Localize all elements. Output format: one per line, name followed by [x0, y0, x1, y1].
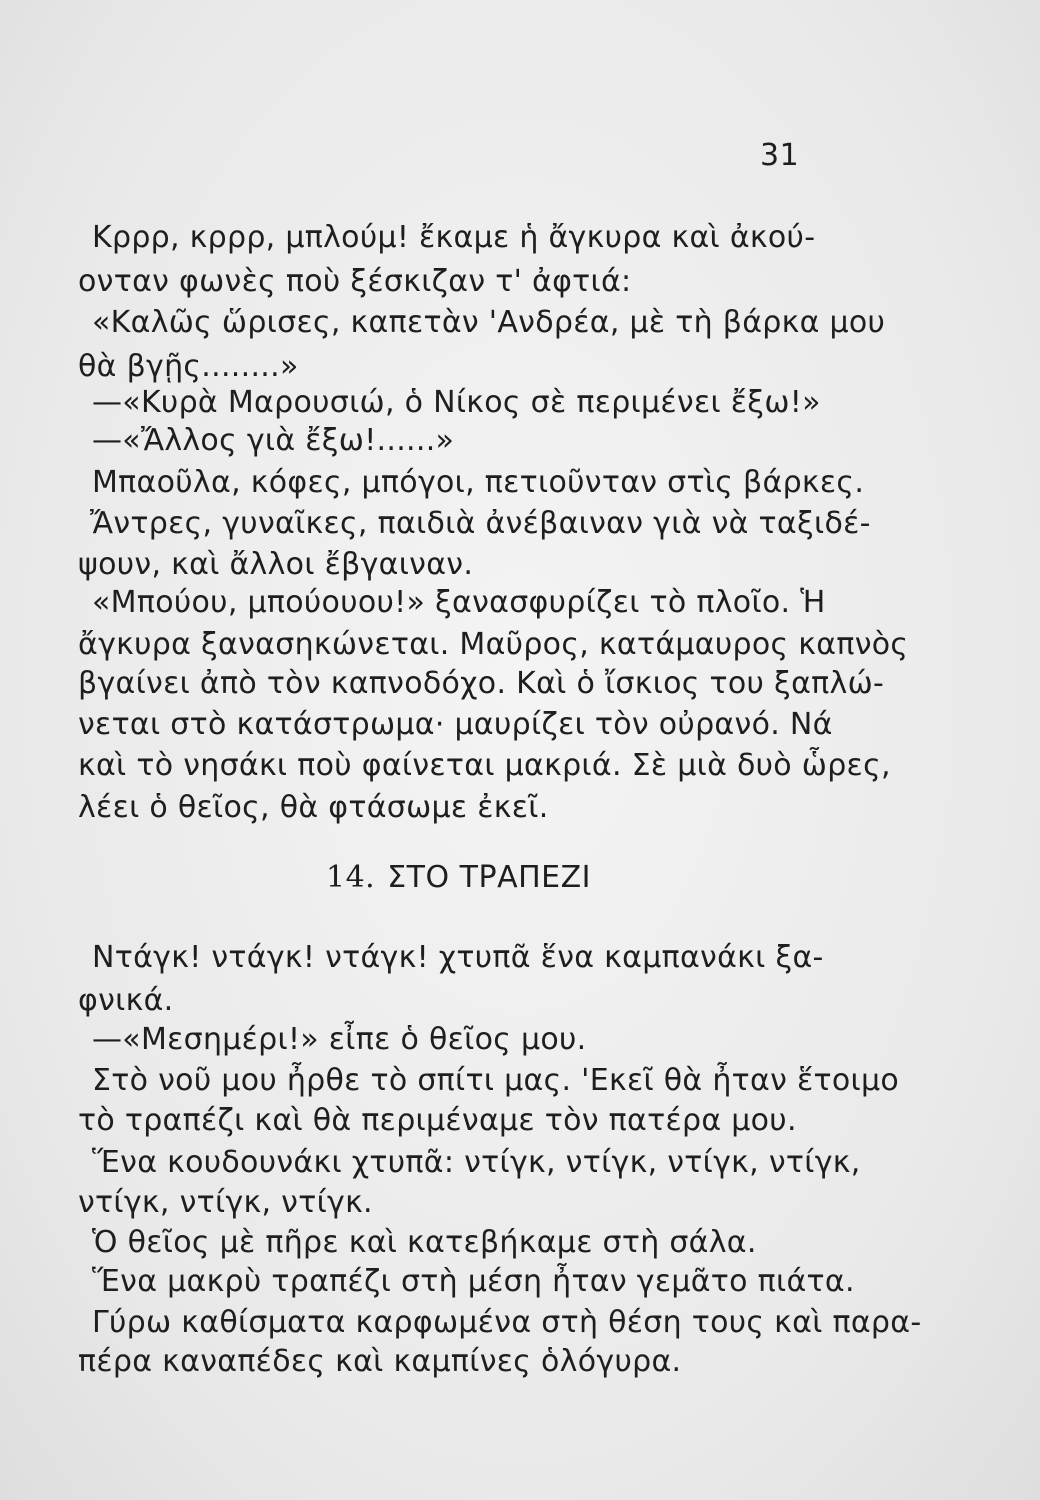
text-line: —«Μεσημέρι!» εἶπε ὁ θεῖος μου. [92, 1022, 587, 1057]
text-line: ψουν, καὶ ἄλλοι ἔβγαιναν. [78, 547, 474, 582]
section-title: ΣΤΟ ΤΡΑΠΕΖΙ [387, 860, 591, 895]
text-line: Στὸ νοῦ μου ἦρθε τὸ σπίτι μας. 'Εκεῖ θὰ ἦταν ἕτοιμο [92, 1063, 900, 1098]
text-line: Ἄντρες, γυναῖκες, παιδιὰ ἀνέβαιναν γιὰ νὰ ταξιδέ- [90, 506, 871, 541]
section-number: 14. [326, 860, 376, 895]
text-line: ονταν φωνὲς ποὺ ξέσκιζαν τ' ἀφτιά: [78, 264, 632, 299]
text-line: Ὁ θεῖος μὲ πῆρε καὶ κατεβήκαμε στὴ σάλα. [92, 1225, 757, 1260]
text-line: πέρα καναπέδες καὶ καμπίνες ὁλόγυρα. [78, 1344, 682, 1379]
text-line: νεται στὸ κατάστρωμα· μαυρίζει τὸν οὐρανό. Νά [78, 707, 833, 742]
page-number: 31 [760, 138, 800, 173]
text-line: βγαίνει ἀπὸ τὸν καπνοδόχο. Καὶ ὁ ἴσκιος του ξαπλώ- [78, 666, 885, 701]
text-line: Μπαοῦλα, κόφες, μπόγοι, πετιοῦνταν στὶς βάρκες. [92, 465, 865, 500]
text-line: θὰ βγῇς........» [78, 349, 299, 384]
text-line: λέει ὁ θεῖος, θὰ φτάσωμε ἐκεῖ. [78, 790, 549, 825]
text-line: Ἕνα μακρὺ τραπέζι στὴ μέση ἦταν γεμᾶτο πιάτα. [92, 1264, 855, 1299]
section-heading [326, 860, 591, 895]
text-line: τὸ τραπέζι καὶ θὰ περιμέναμε τὸν πατέρα μου. [78, 1103, 797, 1138]
text-line: «Μπούου, μπούουου!» ξανασφυρίζει τὸ πλοῖο. Ἡ [92, 585, 826, 620]
text-line: ντίγκ, ντίγκ, ντίγκ. [78, 1185, 373, 1220]
text-line: Κρρρ, κρρρ, μπλούμ! ἔκαμε ἡ ἄγκυρα καὶ ἀκού- [92, 220, 816, 255]
text-line: Γύρω καθίσματα καρφωμένα στὴ θέση τους καὶ παρα- [92, 1305, 922, 1340]
text-line: φνικά. [78, 983, 174, 1018]
text-line: ἄγκυρα ξανασηκώνεται. Μαῦρος, κατάμαυρος καπνὸς [78, 627, 909, 662]
text-line: —«Κυρὰ Μαρουσιώ, ὁ Νίκος σὲ περιμένει ἔξω!» [92, 385, 821, 420]
text-line: Ἕνα κουδουνάκι χτυπᾶ: ντίγκ, ντίγκ, ντίγκ, ντίγκ, [92, 1145, 861, 1180]
text-line: «Καλῶς ὥρισες, καπετὰν 'Ανδρέα, μὲ τὴ βάρκα μου [92, 305, 886, 340]
text-line: καὶ τὸ νησάκι ποὺ φαίνεται μακριά. Σὲ μιὰ δυὸ ὧρες, [78, 748, 891, 783]
text-line: Ντάγκ! ντάγκ! ντάγκ! χτυπᾶ ἕνα καμπανάκι ξα- [92, 940, 824, 975]
text-line: —«Ἄλλος γιὰ ἔξω!......» [92, 423, 455, 458]
